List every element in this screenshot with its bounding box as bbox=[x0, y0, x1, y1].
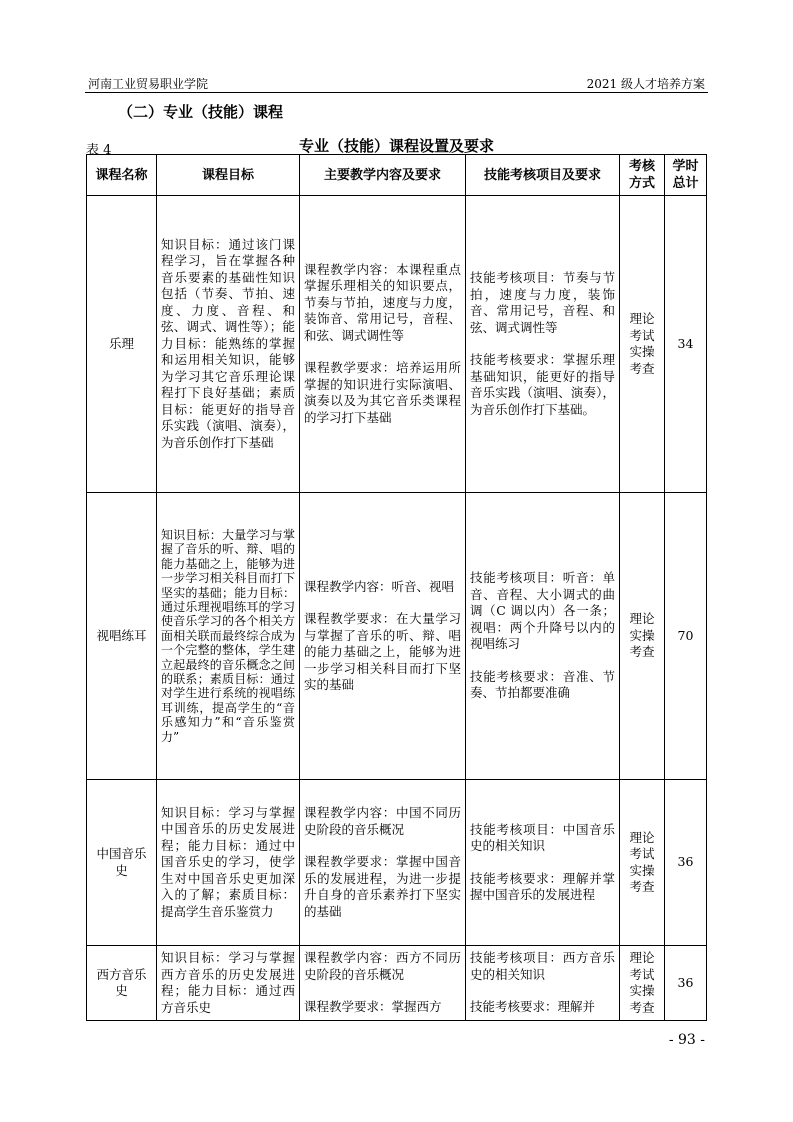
col-hours: 学时 总计 bbox=[665, 155, 707, 196]
total-hours: 70 bbox=[665, 493, 707, 780]
skill-requirement: 技能考核要求：掌握乐理基础知识，能更好的指导音乐实践（演唱、演奏），为音乐创作打下基础。 bbox=[470, 352, 615, 417]
course-skill bbox=[466, 493, 620, 780]
course-content bbox=[300, 946, 466, 1021]
assessment-method: 理论 实操 考查 bbox=[620, 493, 665, 780]
course-skill bbox=[466, 780, 620, 946]
section-title: （二）专业（技能）课程 bbox=[118, 103, 284, 121]
assessment-method: 理论 考试 实操 考查 bbox=[620, 196, 665, 493]
assessment-method: 理论 考试 实操 考查 bbox=[620, 946, 665, 1021]
course-table bbox=[86, 154, 707, 1021]
skill-item: 技能考核项目：节奏与节拍，速度与力度，装饰音、常用记号，音程、和弦、调式调性等 bbox=[470, 270, 615, 335]
course-name: 西方音乐史 bbox=[87, 946, 157, 1021]
table-row bbox=[87, 780, 707, 946]
page-number: - 93 - bbox=[668, 1032, 705, 1048]
content-item: 课程教学内容：本课程重点掌握乐理相关的知识要点，节奏与节拍，速度与力度，装饰音、常用记号，音程、和弦、调式调性等 bbox=[304, 261, 461, 343]
content-item: 课程教学内容：中国不同历史阶段的音乐概况 bbox=[304, 805, 461, 837]
content-item: 课程教学内容：西方不同历史阶段的音乐概况 bbox=[304, 950, 461, 982]
course-content bbox=[300, 196, 466, 493]
content-requirement: 课程教学要求：在大量学习与掌握了音乐的听、辩、唱的能力基础之上，能够为进一步学习相关科目而打下坚实的基础 bbox=[304, 611, 461, 692]
course-goal: 知识目标：学习与掌握西方音乐的历史发展进程；能力目标：通过西方音乐史 bbox=[157, 946, 300, 1021]
header-school: 河南工业贸易职业学院 bbox=[88, 77, 209, 91]
content-item: 课程教学内容：听音、视唱 bbox=[304, 578, 455, 594]
table-title: 专业（技能）课程设置及要求 bbox=[298, 137, 494, 155]
course-name: 乐理 bbox=[87, 196, 157, 493]
course-content bbox=[300, 780, 466, 946]
course-name: 视唱练耳 bbox=[87, 493, 157, 780]
table-row bbox=[87, 196, 707, 493]
page-header bbox=[85, 74, 708, 93]
course-goal: 知识目标：通过该门课程学习，旨在掌握各种音乐要素的基础性知识包括（节奏、节拍、速度、力度、音程、和弦、调式、调性等）；能力目标：能熟练的掌握和运用相关知识，能够为学习其它音乐理论课程打下良好基础；素质目标：能更好的指导音乐实践（演唱、演奏），为音乐创作打下基础 bbox=[157, 196, 300, 493]
course-goal: 知识目标：学习与掌握中国音乐的历史发展进程；能力目标：通过中国音乐史的学习，使学生对中国音乐史更加深入的了解；素质目标：提高学生音乐鉴赏力 bbox=[157, 780, 300, 946]
course-skill bbox=[466, 196, 620, 493]
skill-item: 技能考核项目：中国音乐史的相关知识 bbox=[470, 821, 615, 853]
col-skill: 技能考核项目及要求 bbox=[466, 155, 620, 196]
course-goal: 知识目标：大量学习与掌握了音乐的听、辩、唱的能力基础之上，能够为进一步学习相关科目而打下坚实的基础；能力目标：通过乐理视唱练耳的学习使音乐学习的各个相关方面相关联而最终综合成为一个完整的整体，学生建立起最终的音乐概念之间的联系；素质目标：通过对学生进行系统的视唱练耳训练，提高学生的“音乐感知力”和“音乐鉴赏力” bbox=[157, 493, 300, 780]
skill-requirement: 技能考核要求：理解并掌握中国音乐的发展进程 bbox=[470, 870, 615, 902]
total-hours: 36 bbox=[665, 946, 707, 1021]
skill-item: 技能考核项目：听音：单音、音程、大小调式的曲调（C 调以内）各一条；视唱：两个升降号以内的视唱练习 bbox=[470, 570, 615, 652]
total-hours: 34 bbox=[665, 196, 707, 493]
col-method: 考核 方式 bbox=[620, 155, 665, 196]
assessment-method: 理论 考试 实操 考查 bbox=[620, 780, 665, 946]
content-requirement: 课程教学要求：掌握西方 bbox=[304, 999, 442, 1015]
course-content bbox=[300, 493, 466, 780]
col-content: 主要教学内容及要求 bbox=[300, 155, 466, 196]
table-label: 表 4 bbox=[86, 143, 112, 158]
table-header-row bbox=[87, 155, 707, 196]
col-course-goal: 课程目标 bbox=[157, 155, 300, 196]
content-requirement: 课程教学要求：培养运用所掌握的知识进行实际演唱、演奏以及为其它音乐类课程的学习打下基础 bbox=[304, 360, 461, 425]
col-course-name: 课程名称 bbox=[87, 155, 157, 196]
table-row bbox=[87, 946, 707, 1021]
skill-requirement: 技能考核要求：音准、节奏、节拍都要准确 bbox=[470, 668, 615, 701]
header-plan: 2021 级人才培养方案 bbox=[586, 77, 705, 91]
skill-requirement: 技能考核要求：理解并 bbox=[470, 999, 596, 1015]
course-skill bbox=[466, 946, 620, 1021]
content-requirement: 课程教学要求：掌握中国音乐的发展进程，为进一步提升自身的音乐素养打下坚实的基础 bbox=[304, 854, 461, 919]
table-row bbox=[87, 493, 707, 780]
skill-item: 技能考核项目：西方音乐史的相关知识 bbox=[470, 950, 615, 982]
total-hours: 36 bbox=[665, 780, 707, 946]
course-name: 中国音乐史 bbox=[87, 780, 157, 946]
